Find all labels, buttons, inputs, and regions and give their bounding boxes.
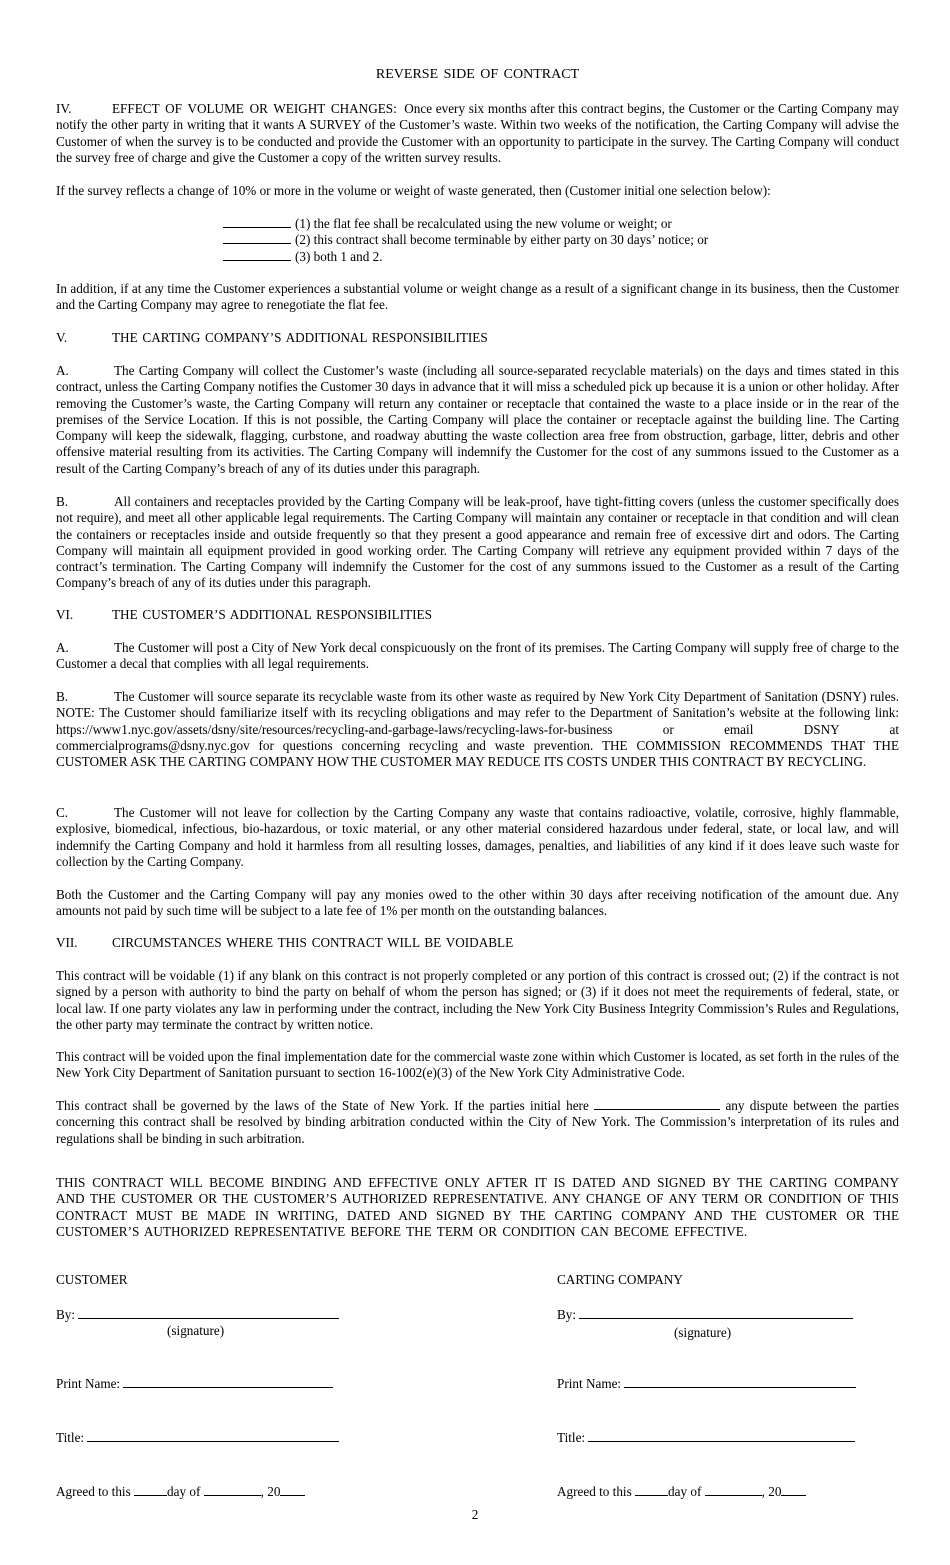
- survey-option-1[interactable]: (1) the flat fee shall be recalculated using the new volume or weight; or: [223, 216, 708, 232]
- survey-text: If the survey reflects a change of 10% or more in the volume or weight of waste generated, then (Customer initial one selection below):: [56, 183, 771, 198]
- carting-label: CARTING COMPANY: [557, 1272, 683, 1287]
- section-vi-c: C. The Customer will not leave for collection by the Carting Company any waste that contains radioactive, volatile, corrosive, highly flammable, explosive, biomedical, infectious, bio-hazardous, or toxic material, or any other material considered hazardous under federal, state, or local law, and will indemnify the Carting Company and hold it harmless from all resulting losses, damages, penalties, and liabilities of any kind if it does leave such waste for collection by the Carting Company.: [56, 805, 899, 869]
- carting-signature-line[interactable]: [579, 1306, 853, 1319]
- section-v-heading: V. THE CARTING COMPANY’S ADDITIONAL RESPONSIBILITIES: [56, 330, 488, 345]
- voidable-text: This contract will be voidable (1) if any blank on this contract is not properly completed or any portion of this contract is crossed out; (2) if the contract is not signed by a person with authority to bind the party on behalf of whom the person has signed; or (3) if it does not meet the requirements of federal, state, or local law. If one party violates any law in performing under the contract, including the New York City Business Integrity Commission’s Rules and Regulations, the other party may terminate the contract by written notice.: [56, 968, 899, 1032]
- section-vi-heading: VI. THE CUSTOMER’S ADDITIONAL RESPONSIBILITIES: [56, 607, 432, 622]
- page-number: 2: [471, 1507, 479, 1522]
- carting-year-blank[interactable]: [781, 1483, 806, 1496]
- customer-signature-caption: (signature): [167, 1323, 225, 1338]
- binding-text: THIS CONTRACT WILL BECOME BINDING AND EFFECTIVE ONLY AFTER IT IS DATED AND SIGNED BY THE CARTING COMPANY AND THE CUSTOMER OR THE CUSTOMER’S AUTHORIZED REPRESENTATIVE. ANY CHANGE OF ANY TERM OR CONDITION OF THIS CONTRACT MUST BE MADE IN WRITING, DATED AND SIGNED BY THE CARTING COMPANY AND THE CUSTOMER OR THE CUSTOMER’S AUTHORIZED REPRESENTATIVE BEFORE THE TERM OR CONDITION CAN BECOME EFFECTIVE.: [56, 1175, 899, 1239]
- carting-day-blank[interactable]: [635, 1483, 668, 1496]
- governed-text: This contract shall be governed by the laws of the State of New York. If the parties initial here any dispute between the parties concerning this contract shall be resolved by binding arbitration conducted within the City of New York. The Commission’s interpretation of its rules and regulations shall be binding in such arbitration.: [56, 1098, 900, 1146]
- page-title: REVERSE SIDE OF CONTRACT: [375, 67, 580, 82]
- survey-options: [223, 216, 708, 265]
- addition-text: In addition, if at any time the Customer experiences a substantial volume or weight change as a result of a significant change in its business, then the Customer and the Carting Company may agree to renegotiate the flat fee.: [56, 281, 899, 313]
- arbitration-initial-blank[interactable]: [594, 1099, 720, 1110]
- survey-option-3[interactable]: (3) both 1 and 2.: [223, 249, 708, 265]
- section-iv-text: Once every six months after this contract begins, the Customer or the Carting Company may notify the other party in writing that it wants A SURVEY of the Customer’s waste. Within two weeks of the notification, the Carting Company will advise the Customer of when the survey is to be conducted and provide the Customer with an opportunity to participate in the survey. The Carting Company will conduct the survey free of charge and give the Customer a copy of the written survey results.: [56, 101, 899, 165]
- section-vi-b: B. The Customer will source separate its recyclable waste from its other waste as required by New York City Department of Sanitation (DSNY) rules. NOTE: The Customer should familiarize itself with its recycling obligations and may refer to the Department of Sanitation’s website at the following link: https://www1.nyc.gov/assets/dsny/site/resources/recycling-and-garbage-laws/recycling-laws-for-business or email DSNY at commercialprograms@dsny.nyc.gov for questions concerning recycling and waste prevention. THE COMMISSION RECOMMENDS THAT THE CUSTOMER ASK THE CARTING COMPANY HOW THE CUSTOMER MAY REDUCE ITS COSTS UNDER THIS CONTRACT BY RECYCLING.: [56, 689, 899, 770]
- carting-by-row: By:: [557, 1306, 853, 1323]
- carting-print-name-row: Print Name:: [557, 1375, 856, 1392]
- voided-text: This contract will be voided upon the final implementation date for the commercial waste zone within which Customer is located, as set forth in the rules of the New York City Department of Sanitation pursuant to section 16-1002(e)(3) of the New York City Administrative Code.: [56, 1049, 899, 1081]
- carting-month-blank[interactable]: [705, 1483, 762, 1496]
- section-vi-a: A. The Customer will post a City of New York decal conspicuously on the front of its premises. The Carting Company will supply free of charge to the Customer a decal that complies with all legal requirements.: [56, 640, 899, 672]
- customer-signature-line[interactable]: [78, 1306, 339, 1319]
- customer-month-blank[interactable]: [204, 1483, 261, 1496]
- customer-day-blank[interactable]: [134, 1483, 167, 1496]
- payment-text: Both the Customer and the Carting Company will pay any monies owed to the other within 30 days after receiving notification of the amount due. Any amounts not paid by such time will be subject to a late fee of 1% per month on the outstanding balances.: [56, 887, 899, 919]
- carting-print-name-line[interactable]: [624, 1375, 856, 1388]
- carting-title-row: Title:: [557, 1429, 855, 1446]
- initial-blank[interactable]: [223, 250, 291, 261]
- initial-blank[interactable]: [223, 217, 291, 228]
- carting-title-line[interactable]: [588, 1429, 855, 1442]
- customer-by-row: By:: [56, 1306, 339, 1323]
- customer-print-name-row: Print Name:: [56, 1375, 333, 1392]
- section-v-a: A. The Carting Company will collect the Customer’s waste (including all source-separated recyclable materials) on the days and times stated in this contract, unless the Carting Company notifies the Customer 30 days in advance that it will miss a scheduled pick up because it is a union or other holiday. After removing the Customer’s waste, the Carting Company will return any container or receptacle that contained the waste to a place inside or in the rear of the premises of the Service Location. If this is not possible, the Carting Company will place the container or receptacle against the building line. The Carting Company will keep the sidewalk, flagging, curbstone, and roadway abutting the waste collection area free from obstruction, garbage, litter, debris and other offensive material resulting from its activities. The Carting Company will indemnify the Customer for the cost of any summons issued to the Customer as a result of the Carting Company’s breach of any of its duties under this paragraph.: [56, 363, 899, 476]
- section-vii-heading: VII. CIRCUMSTANCES WHERE THIS CONTRACT WILL BE VOIDABLE: [56, 935, 514, 950]
- customer-year-blank[interactable]: [280, 1483, 305, 1496]
- carting-signature-caption: (signature): [674, 1325, 732, 1340]
- section-iv-number: IV.: [56, 101, 72, 116]
- section-v-b: B. All containers and receptacles provided by the Carting Company will be leak-proof, have tight-fitting covers (unless the customer specifically does not require), and meet all other applicable legal requirements. The Carting Company will maintain any container or receptacle in that condition and will clean the containers or receptacles inside and outside frequently so that they present a good appearance and remain free of excessive dirt and odors. The Carting Company will maintain all equipment provided in good working order. The Carting Company will retrieve any equipment provided within 7 days of the contract’s termination. The Carting Company will indemnify the Customer for the cost of any summons issued to the Customer as a result of the Carting Company’s breach of any of its duties under this paragraph.: [56, 494, 899, 591]
- customer-title-row: Title:: [56, 1429, 339, 1446]
- customer-label: CUSTOMER: [56, 1272, 128, 1287]
- customer-print-name-line[interactable]: [123, 1375, 333, 1388]
- customer-title-line[interactable]: [87, 1429, 339, 1442]
- section-iv-heading: EFFECT OF VOLUME OR WEIGHT CHANGES:: [112, 101, 397, 116]
- customer-agreed-row: Agreed to this day of , 20: [56, 1483, 305, 1500]
- section-iv-paragraph: [56, 101, 899, 166]
- survey-option-2[interactable]: (2) this contract shall become terminable by either party on 30 days’ notice; or: [223, 232, 708, 248]
- carting-agreed-row: Agreed to this day of , 20: [557, 1483, 806, 1500]
- initial-blank[interactable]: [223, 233, 291, 244]
